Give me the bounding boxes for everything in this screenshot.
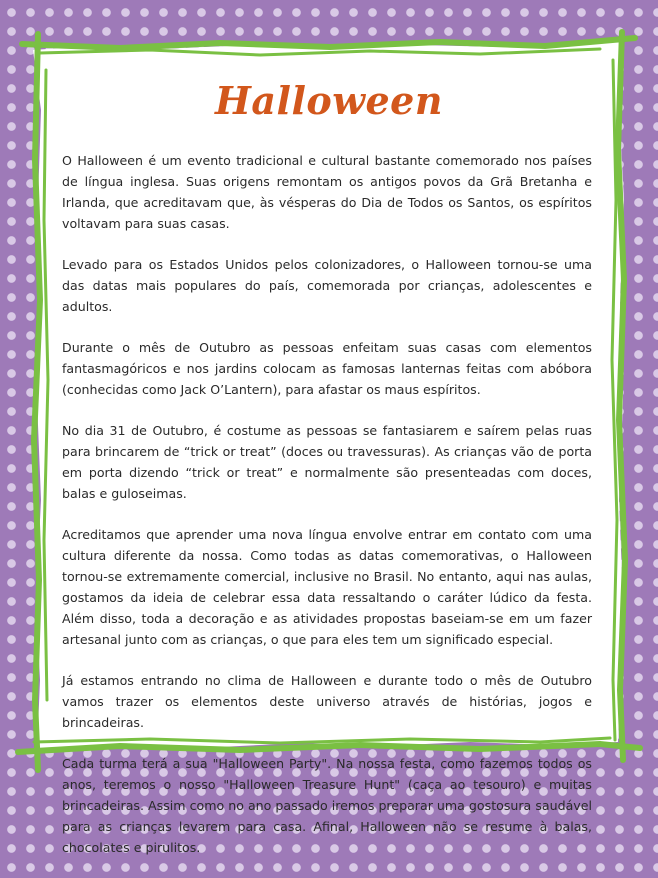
page-title: Halloween xyxy=(215,78,443,123)
paragraph: Durante o mês de Outubro as pessoas enfeitam suas casas com elementos fantasmagóricos e nos jardins colocam as famosas lanternas feitas com abóbora (conhecidas como Jack O’Lantern), para afastar os maus espíritos. xyxy=(62,340,592,397)
frame-stroke-right xyxy=(618,32,625,760)
paragraph: Levado para os Estados Unidos pelos colonizadores, o Halloween tornou-se uma das datas mais populares do país, comemorada por crianças, adolescentes e adultos. xyxy=(62,257,592,314)
paragraph: O Halloween é um evento tradicional e cultural bastante comemorado nos países de língua inglesa. Suas origens remontam os antigos povos da Grã Bretanha e Irlanda, que acreditavam que, às vésperas do Dia de Todos os Santos, os espíritos voltavam para suas casas. xyxy=(62,153,592,231)
paragraph: Acreditamos que aprender uma nova língua envolve entrar em contato com uma cultura diferente da nossa. Como todas as datas comemorativas, o Halloween tornou-se extremamente comercial, inclusive no Brasil. No entanto, aqui nas aulas, gostamos da ideia de celebrar essa data ressaltando o caráter lúdico da festa. Além disso, toda a decoração e as atividades propostas baseiam-se em um fazer artesanal junto com as crianças, o que para eles tem um significado especial. xyxy=(62,527,592,647)
frame-stroke-top xyxy=(22,38,635,48)
paragraph: Já estamos entrando no clima de Halloween e durante todo o mês de Outubro vamos trazer os elementos deste universo através de histórias, jogos e brincadeiras. xyxy=(62,673,592,730)
paragraph: Cada turma terá a sua "Halloween Party". Na nossa festa, como fazemos todos os anos, teremos o nosso "Halloween Treasure Hunt" (caça ao tesouro) e muitas brincadeiras. Assim como no ano passado iremos preparar uma gostosura saudável para as crianças levarem para casa. Afinal, Halloween não se resume à balas, chocolates e pirulitos. xyxy=(62,756,592,855)
article-body xyxy=(62,150,592,878)
paragraph: No dia 31 de Outubro, é costume as pessoas se fantasiarem e saírem pelas ruas para brincarem de “trick or treat” (doces ou travessuras). As crianças vão de porta em porta dizendo “trick or treat” e normalmente são presenteadas com doces, balas e guloseimas. xyxy=(62,423,592,501)
